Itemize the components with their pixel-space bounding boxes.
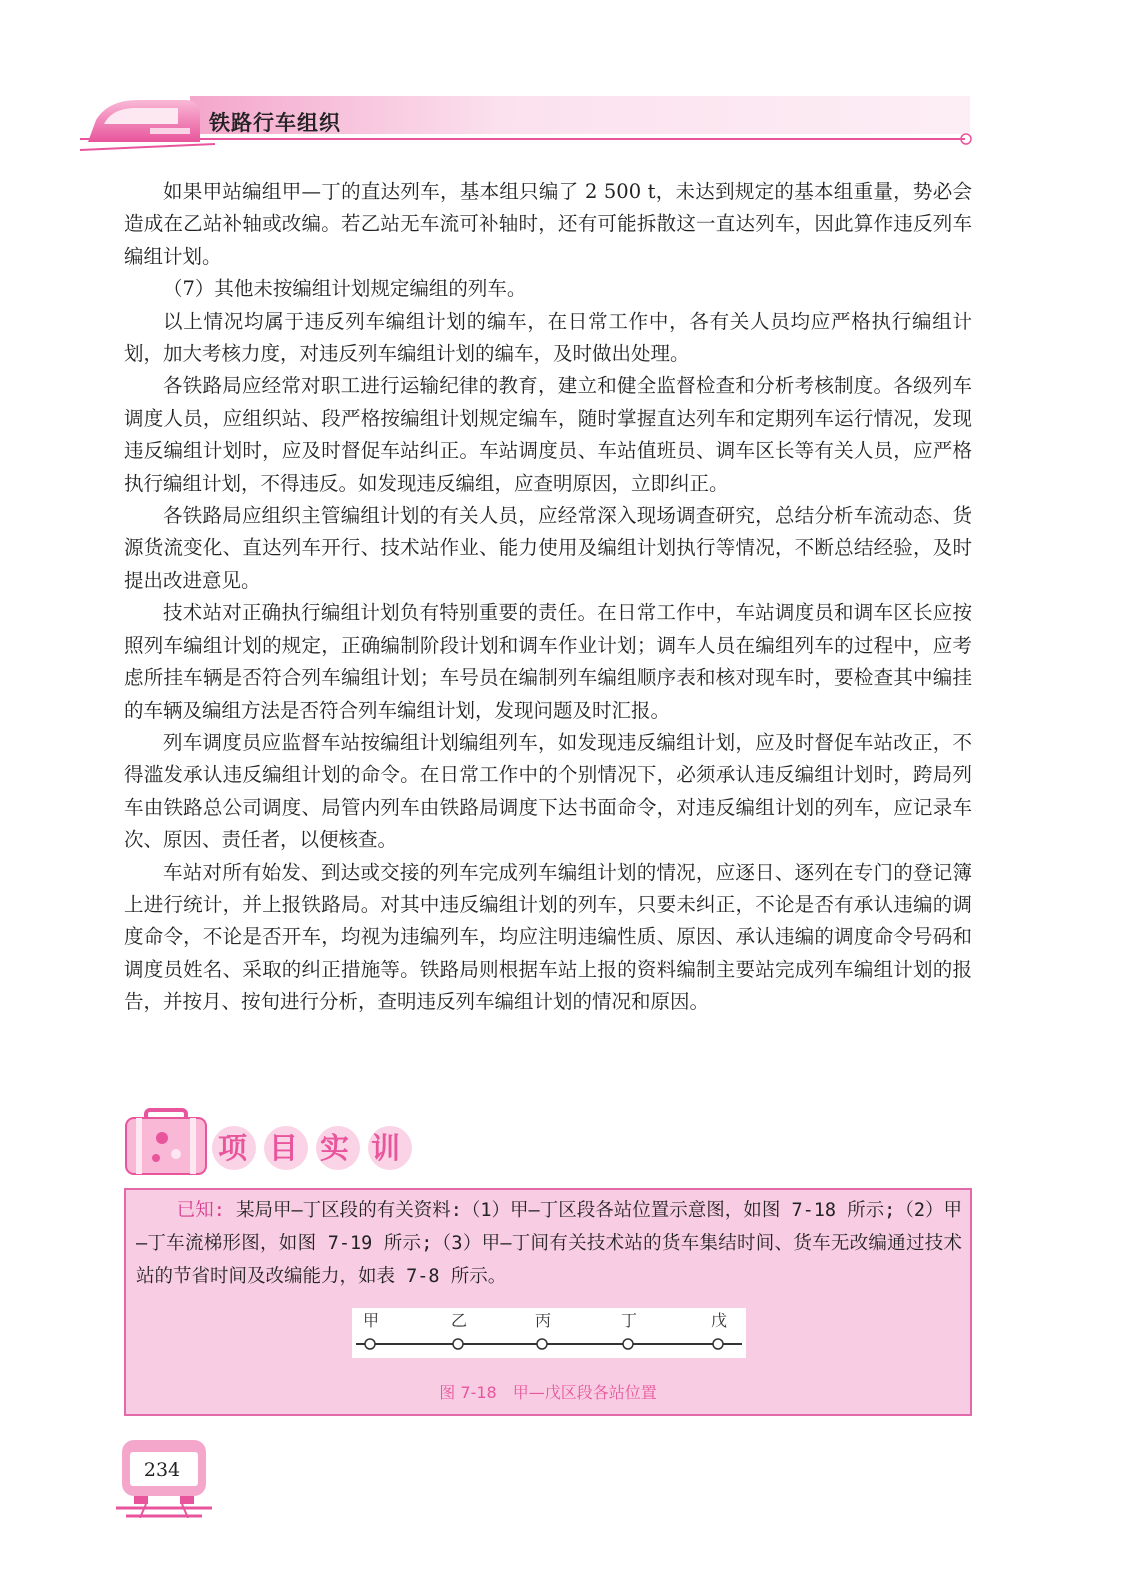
page-number: 234 <box>143 1459 181 1481</box>
station-marker <box>453 1339 463 1349</box>
paragraph: 如果甲站编组甲—丁的直达列车，基本组只编了 2 500 t，未达到规定的基本组重量，势必会造成在乙站补轴或改编。若乙站无车流可补轴时，还有可能拆散这一直达列车，因此算作违反列车编组计划。 <box>124 180 972 268</box>
section-title: 项目实训 <box>218 1131 423 1165</box>
paragraph: 各铁路局应经常对职工进行运输纪律的教育，建立和健全监督检查和分析考核制度。各级列车调度人员，应组织站、段严格按编组计划规定编车，随时掌握直达列车和定期列车运行情况，发现违反编组计划时，应及时督促车站纠正。车站调度员、车站值班员、调车区长等有关人员，应严格执行编组计划，不得违反。如发现违反编组，应查明原因，立即纠正。 <box>124 374 972 495</box>
station-marker <box>623 1339 633 1349</box>
body-text <box>124 176 972 1019</box>
paragraph: 技术站对正确执行编组计划负有特别重要的责任。在日常工作中，车站调度员和调车区长应按照列车编组计划的规定，正确编制阶段计划和调车作业计划；调车人员在编组列车的过程中，应考虑所挂车辆是否符合列车编组计划；车号员在编制列车编组顺序表和核对现车时，要检查其中编挂的车辆及编组方法是否符合列车编组计划，发现问题及时汇报。 <box>124 601 972 722</box>
station-diagram <box>352 1308 746 1358</box>
book-title: 铁路行车组织 <box>209 111 341 135</box>
train-icon <box>0 0 1127 170</box>
project-text <box>136 1194 962 1293</box>
known-text: 某局甲—丁区段的有关资料:（1）甲—丁区段各站位置示意图，如图 7-18 所示;（2）甲—丁车流梯形图，如图 7-19 所示;（3）甲—丁间有关技术站的货车集结时间、货车无改编通过技术站的节省时间及改编能力，如表 7-8 所示。 <box>136 1200 962 1287</box>
page-header <box>0 0 1127 170</box>
station-label: 甲 <box>363 1311 380 1330</box>
known-label: 已知: <box>176 1200 225 1221</box>
project-box <box>124 1188 972 1416</box>
paragraph: 列车调度员应监督车站按编组计划编组列车，如发现违反编组计划，应及时督促车站改正，不得滥发承认违反编组计划的命令。在日常工作中的个别情况下，必须承认违反编组计划时，跨局列车由铁路总公司调度、局管内列车由铁路局调度下达书面命令，对违反编组计划的列车，应记录车次、原因、责任者，以便核查。 <box>124 730 972 852</box>
paragraph: （7）其他未按编组计划规定编组的列车。 <box>163 277 527 301</box>
station-marker <box>365 1339 375 1349</box>
station-marker <box>713 1339 723 1349</box>
station-label: 戊 <box>711 1311 728 1330</box>
station-marker <box>537 1339 547 1349</box>
paragraph: 车站对所有始发、到达或交接的列车完成列车编组计划的情况，应逐日、逐列在专门的登记簿上进行统计，并上报铁路局。对其中违反编组计划的列车，只要未纠正，不论是否有承认违编的调度命令，不论是否开车，均视为违编列车，均应注明违编性质、原因、承认违编的调度命令号码和调度员姓名、采取的纠正措施等。铁路局则根据车站上报的资料编制主要站完成列车编组计划的报告，并按月、按旬进行分析，查明违反列车编组计划的情况和原因。 <box>124 860 972 1014</box>
station-label: 丙 <box>535 1311 552 1330</box>
paragraph: 以上情况均属于违反列车编组计划的编车，在日常工作中，各有关人员均应严格执行编组计划，加大考核力度，对违反列车编组计划的编车，及时做出处理。 <box>124 309 972 366</box>
paragraph: 各铁路局应组织主管编组计划的有关人员，应经常深入现场调查研究，总结分析车流动态、货源货流变化、直达列车开行、技术站作业、能力使用及编组计划执行等情况，不断总结经验，及时提出改进意见。 <box>124 504 972 592</box>
station-label: 丁 <box>621 1311 638 1330</box>
station-label: 乙 <box>451 1311 468 1330</box>
figure-caption: 图 7-18 甲—戊区段各站位置 <box>439 1383 657 1402</box>
